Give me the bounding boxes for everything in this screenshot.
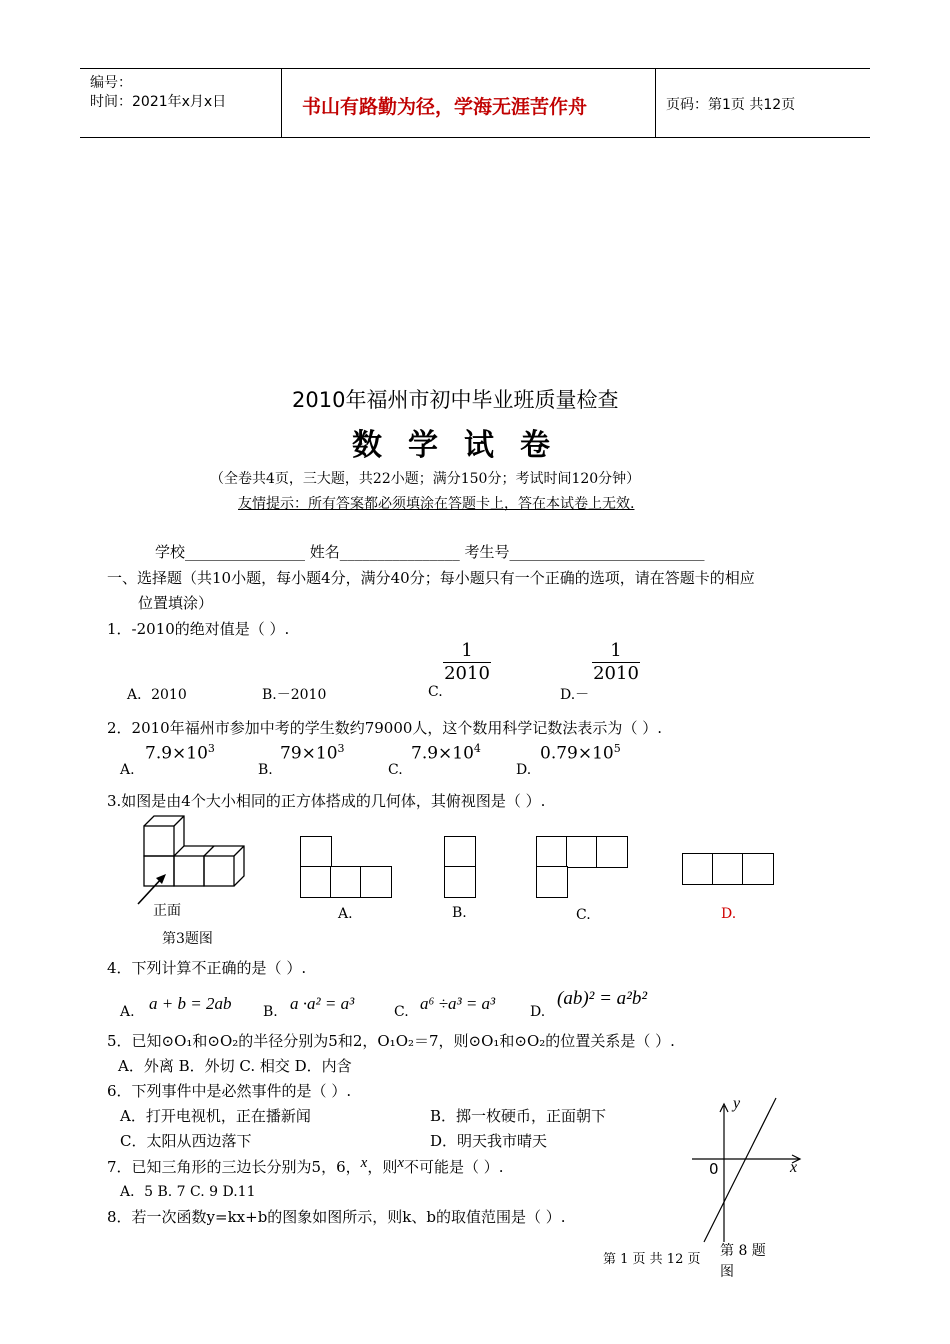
q2-label-b: B. (258, 762, 273, 778)
q5-stem: 5．已知⊙O₁和⊙O₂的半径分别为5和2，O₁O₂＝7，则⊙O₁和⊙O₂的位置关系是（ ）. (107, 1032, 675, 1050)
q2-stem: 2．2010年福州市参加中考的学生数约79000人，这个数用科学记数法表示为（ ）. (107, 719, 662, 737)
page-info: 页码：第1页 共12页 (666, 97, 796, 113)
q7-options: A．5 B. 7 C. 9 D.11 (120, 1184, 256, 1200)
q4-expr-c: a⁶ ÷a³ = a³ (420, 994, 496, 1013)
q6-option-a: A．打开电视机，正在播新闻 (120, 1107, 311, 1125)
q2-label-d: D. (516, 762, 532, 778)
view-square (360, 866, 392, 898)
q4-stem: 4．下列计算不正确的是（ ）. (107, 959, 307, 977)
q3-option-c: C. (576, 907, 591, 923)
view-square (682, 853, 714, 885)
view-square (712, 853, 744, 885)
q8-axis-y-label: y (733, 1095, 741, 1112)
exam-title: 2010年福州市初中毕业班质量检查 (292, 388, 619, 412)
q1-option-c: C. (428, 684, 443, 700)
q2-expr-a: $7.9\times 10^3$ (145, 742, 215, 764)
q1-fraction-c-den: 2010 (444, 663, 490, 684)
q1-stem: 1．-2010的绝对值是（ ）. (107, 620, 290, 638)
view-square (742, 853, 774, 885)
q3-option-a: A. (338, 906, 353, 922)
q6-option-d: D．明天我市晴天 (430, 1132, 548, 1150)
exam-subject: 数学试卷 (352, 428, 576, 463)
q1-option-a: A．2010 (127, 687, 187, 703)
q1-fraction-d-num: 1 (592, 640, 640, 663)
q4-label-c: C. (394, 1004, 409, 1020)
q1-fraction-d-den: 2010 (593, 663, 639, 684)
header-meta-cell (80, 69, 282, 137)
view-square (300, 836, 332, 868)
number-label: 编号： (90, 75, 132, 91)
q8-origin-label: 0 (709, 1160, 719, 1178)
q1-fraction-c-num: 1 (443, 640, 491, 663)
section1-heading: 一、选择题（共10小题，每小题4分，满分40分；每小题只有一个正确的选项，请在答题卡的相应 (107, 569, 755, 587)
q3-figure-caption: 第3题图 (162, 931, 213, 947)
q4-label-d: D. (530, 1004, 546, 1020)
q7-stem: 7．已知三角形的三边长分别为5，6，x，则x不可能是（ ）. (107, 1155, 504, 1176)
q7-var-x: x (397, 1155, 404, 1171)
q4-expr-b: a ·a² = a³ (290, 994, 355, 1013)
q7-var-x: x (360, 1155, 368, 1171)
header-motto-cell (282, 69, 656, 137)
q1-option-b: B.－2010 (262, 687, 327, 703)
q1-option-d: D.－ (560, 687, 590, 703)
q1-fraction-d (592, 640, 640, 684)
q2-label-a: A. (120, 762, 135, 778)
q3-stem: 3.如图是由4个大小相同的正方体搭成的几何体，其俯视图是（ ）. (107, 792, 546, 810)
q3-option-b: B. (452, 905, 467, 921)
page-footer: 第 1 页 共 12 页 (603, 1252, 701, 1267)
q6-stem: 6．下列事件中是必然事件的是（ ）. (107, 1082, 352, 1100)
q8-stem: 8．若一次函数y=kx+b的图象如图所示，则k、b的取值范围是（ ）. (107, 1208, 566, 1226)
q2-expr-c: $7.9\times 10^4$ (411, 742, 481, 764)
q6-option-c: C．太阳从西边落下 (120, 1132, 252, 1150)
q4-expr-a: a + b = 2ab (149, 994, 232, 1013)
q3-solid-figure (130, 812, 255, 912)
exam-reminder: 友情提示：所有答案都必须填涂在答题卡上，答在本试卷上无效. (238, 496, 635, 512)
q8-axis-x-label: x (790, 1159, 798, 1176)
q2-expr-d: $0.79\times 10^5$ (540, 742, 621, 764)
motto: 书山有路勤为径，学海无涯苦作舟 (302, 96, 588, 118)
q4-label-b: B. (263, 1004, 278, 1020)
q4-expr-d: (ab)² = a²b² (557, 988, 648, 1009)
q8-caption-line1: 第 8 题 (720, 1243, 766, 1259)
header-page-cell (656, 69, 870, 137)
section1-heading-cont: 位置填涂） (138, 594, 214, 612)
header-table (80, 68, 870, 138)
exam-note: （全卷共4页，三大题，共22小题；满分150分；考试时间120分钟） (210, 471, 641, 487)
q2-expr-b: $79\times 10^3$ (280, 742, 345, 764)
q4-label-a: A. (120, 1004, 135, 1020)
view-square (330, 866, 362, 898)
q3-option-d: D. (721, 906, 737, 922)
view-square (300, 866, 332, 898)
time-label: 时间：2021年x月x日 (90, 94, 227, 110)
view-square (444, 866, 476, 898)
q6-option-b: B．掷一枚硬币，正面朝下 (430, 1107, 607, 1125)
view-square (536, 836, 568, 868)
q2-label-c: C. (388, 762, 403, 778)
view-square (596, 836, 628, 868)
q1-fraction-c (443, 640, 491, 684)
q5-options: A．外离 B．外切 C. 相交 D．内含 (118, 1057, 352, 1075)
view-square (566, 836, 598, 868)
q3-front-label: 正面 (153, 903, 181, 919)
student-info-line: 学校________________ 姓名________________ 考生号__________________________ (155, 543, 705, 561)
view-square (536, 866, 568, 898)
q8-caption-line2: 图 (720, 1264, 734, 1280)
view-square (444, 836, 476, 868)
